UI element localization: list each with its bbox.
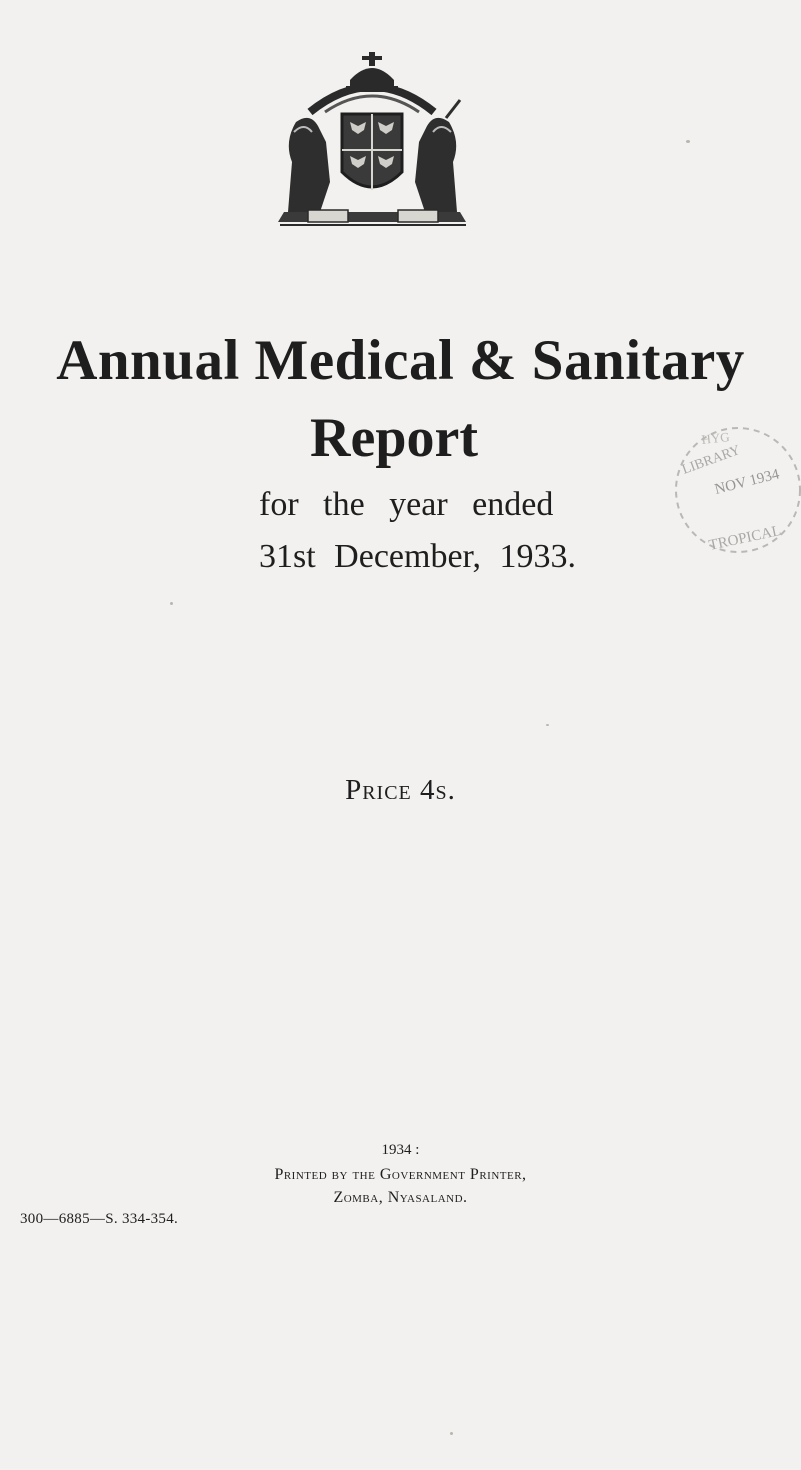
paper-speck xyxy=(686,140,690,143)
report-title-line-1: Annual Medical & Sanitary xyxy=(56,329,745,392)
report-period-line-1: for the year ended xyxy=(259,486,554,523)
paper-speck xyxy=(546,724,549,726)
price-label: Price 4s. xyxy=(345,774,456,806)
report-period-line-2: 31st December, 1933. xyxy=(259,538,577,575)
paper-speck xyxy=(170,602,173,605)
stamp-bottom-text: TROPICAL xyxy=(707,523,783,554)
royal-coat-of-arms-icon xyxy=(270,52,475,227)
stamp-date-text: NOV 1934 xyxy=(713,466,781,498)
library-stamp-icon xyxy=(650,418,801,568)
print-reference-code: 300—6885—S. 334-354. xyxy=(20,1211,179,1227)
report-title-line-2: Report xyxy=(310,407,478,469)
paper-speck xyxy=(450,1432,453,1435)
stamp-top-text: HYG xyxy=(700,429,731,447)
imprint-place: Zomba, Nyasaland. xyxy=(333,1189,468,1206)
stamp-middle-text: LIBRARY xyxy=(680,442,743,478)
imprint-printer: Printed by the Government Printer, xyxy=(274,1166,527,1183)
imprint-year: 1934 : xyxy=(381,1142,420,1158)
